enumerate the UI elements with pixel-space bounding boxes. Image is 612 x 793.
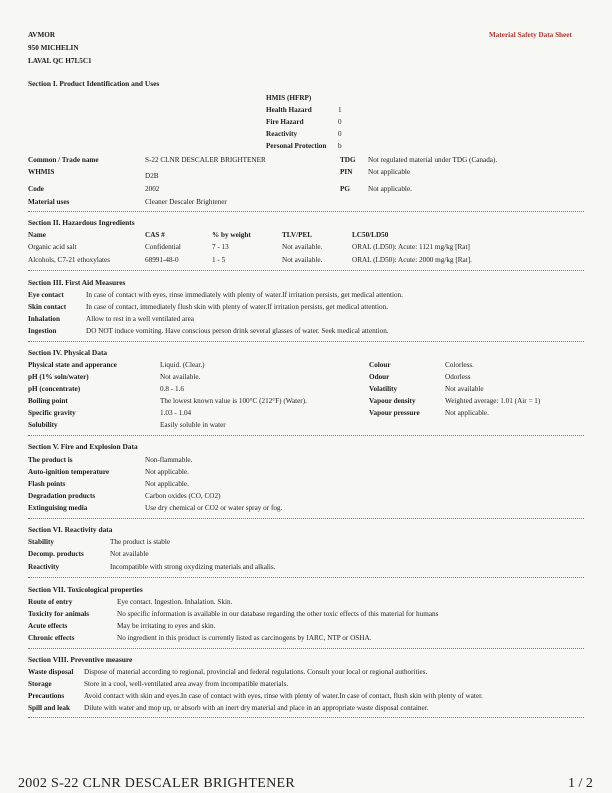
physical-label: Volatility — [369, 385, 398, 393]
first-aid-label: Skin contact — [28, 303, 67, 311]
first-aid-label: Ingestion — [28, 327, 57, 335]
fire-value: Carbon oxides (CO, CO2) — [145, 492, 221, 500]
company-address-line2: LAVAL QC H7L5C1 — [28, 57, 92, 65]
toxicology-label: Route of entry — [28, 598, 73, 606]
physical-value: 0.8 - 1.6 — [160, 385, 184, 393]
reactivity-label: Stability — [28, 538, 54, 546]
preventive-value: Dilute with water and mop up, or absorb with an inert dry material and place in an appropriate waste disposal container. — [84, 704, 429, 712]
field-label: WHMIS — [28, 168, 55, 176]
field-value: 2002 — [145, 185, 160, 193]
field-value: D2B — [145, 172, 159, 180]
preventive-label: Storage — [28, 680, 52, 688]
physical-label: Vapour density — [369, 397, 416, 405]
toxicology-label: Chronic effects — [28, 634, 75, 642]
toxicology-value: Eye contact. Ingestion. Inhalation. Skin. — [117, 598, 233, 606]
section-divider — [28, 270, 584, 271]
fire-label: The product is — [28, 456, 73, 464]
transport-value: Not applicable — [368, 168, 411, 176]
first-aid-value: In case of contact with eyes, rinse immediately with plenty of water.If irritation persists, get medical attention. — [86, 291, 403, 299]
physical-value: 1.03 - 1.04 — [160, 409, 192, 417]
physical-label: Specific gravity — [28, 409, 76, 417]
hmis-value: 1 — [338, 106, 342, 114]
ingredient-cell: Alcohols, C7-21 ethoxylates — [28, 256, 111, 264]
toxicology-label: Acute effects — [28, 622, 68, 630]
ingredients-header-tlv: TLV/PEL — [282, 231, 313, 239]
fire-label: Extinguising media — [28, 504, 88, 512]
field-label: Material uses — [28, 198, 70, 206]
reactivity-value: The product is stable — [110, 538, 171, 546]
page-number: 1 / 2 — [568, 776, 593, 791]
ingredient-cell: 68991-48-0 — [145, 256, 179, 264]
physical-label: pH (concentrate) — [28, 385, 81, 393]
transport-value: Not regulated material under TDG (Canada). — [368, 156, 498, 164]
field-value: Cleaner Descaler Brightener — [145, 198, 227, 206]
hmis-value: 0 — [338, 118, 342, 126]
toxicology-value: May be irritating to eyes and skin. — [117, 622, 216, 630]
preventive-label: Spill and leak — [28, 704, 70, 712]
hmis-value: 0 — [338, 130, 342, 138]
hmis-value: b — [338, 142, 342, 150]
physical-label: Colour — [369, 361, 391, 369]
section-4-title: Section IV. Physical Data — [28, 348, 108, 357]
fire-label: Degradation products — [28, 492, 96, 500]
section-5-title: Section V. Fire and Explosion Data — [28, 442, 138, 451]
section-3-title: Section III. First Aid Measures — [28, 278, 126, 287]
section-7-title: Section VII. Toxicological properties — [28, 585, 143, 594]
physical-value: Not available. — [160, 373, 201, 381]
ingredient-cell: Not available. — [282, 256, 323, 264]
toxicology-value: No specific information is available in our database regarding the other toxic effects of this material for humans — [117, 610, 439, 618]
physical-value: The lowest known value is 100°C (212°F) (Water). — [160, 397, 307, 405]
physical-value: Weighted average: 1.01 (Air = 1) — [445, 397, 541, 405]
preventive-value: Store in a cool, well-ventilated area away from incompatible materials. — [84, 680, 289, 688]
physical-label: pH (1% soln/water) — [28, 373, 89, 381]
physical-value: Easily soluble in water — [160, 421, 226, 429]
physical-label: Odour — [369, 373, 390, 381]
physical-label: Boiling point — [28, 397, 68, 405]
toxicology-value: No ingredient in this product is currently listed as carcinogens by IARC, NTP or OSHA. — [117, 634, 372, 642]
ingredient-cell: 7 - 13 — [212, 243, 229, 251]
section-divider — [28, 577, 584, 578]
physical-value: Liquid. (Clear.) — [160, 361, 205, 369]
first-aid-value: DO NOT induce vomiting. Have conscious person drink several glasses of water. Seek medical attention. — [86, 327, 389, 335]
ingredient-cell: 1 - 5 — [212, 256, 226, 264]
physical-value: Odorless — [445, 373, 471, 381]
hmis-label: Health Hazard — [266, 106, 312, 114]
ingredient-cell: Not available. — [282, 243, 323, 251]
ingredient-cell: ORAL (LD50): Acute: 1121 mg/kg [Rat] — [352, 243, 470, 251]
document-title: Material Safety Data Sheet — [489, 31, 572, 39]
ingredient-cell: ORAL (LD50): Acute: 2000 mg/kg [Rat]. — [352, 256, 472, 264]
section-divider — [28, 648, 584, 649]
footer-product-name: 2002 S-22 CLNR DESCALER BRIGHTENER — [18, 776, 295, 791]
ingredients-header-lc50: LC50/LD50 — [352, 231, 389, 239]
transport-label: PG — [340, 185, 350, 193]
fire-label: Auto-ignition temperature — [28, 468, 110, 476]
ingredients-header-cas: CAS # — [145, 231, 165, 239]
preventive-label: Waste disposal — [28, 668, 74, 676]
first-aid-label: Inhalation — [28, 315, 60, 323]
reactivity-value: Not available — [110, 550, 149, 558]
preventive-value: Dispose of material according to regional, provincial and federal regulations. Consult your local or regional authorities. — [84, 668, 428, 676]
physical-value: Not available — [445, 385, 484, 393]
ingredient-cell: Confidential — [145, 243, 181, 251]
first-aid-label: Eye contact — [28, 291, 64, 299]
reactivity-value: Incompatible with strong oxydizing materials and alkalis. — [110, 563, 276, 571]
transport-label: PIN — [340, 168, 353, 176]
physical-value: Colorless. — [445, 361, 474, 369]
field-value: S-22 CLNR DESCALER BRIGHTENER — [145, 156, 266, 164]
physical-value: Not applicable. — [445, 409, 489, 417]
physical-label: Physical state and apperance — [28, 361, 117, 369]
fire-label: Flash points — [28, 480, 66, 488]
section-1-title: Section I. Product Identification and Uses — [28, 79, 160, 88]
first-aid-value: Allow to rest in a well ventilated area — [86, 315, 194, 323]
section-6-title: Section VI. Reactivity data — [28, 525, 113, 534]
company-address-line1: 950 MICHELIN — [28, 44, 79, 52]
physical-label: Vapour pressure — [369, 409, 420, 417]
ingredients-header-name: Name — [28, 231, 46, 239]
section-divider — [28, 435, 584, 436]
fire-value: Not applicable. — [145, 468, 189, 476]
physical-label: Solubility — [28, 421, 58, 429]
section-8-title: Section VIII. Preventive measure — [28, 655, 133, 664]
section-2-title: Section II. Hazardous Ingredients — [28, 218, 135, 227]
section-divider — [28, 518, 584, 519]
first-aid-value: In case of contact, immediately flush skin with plenty of water.If irritation persists, get medical attention. — [86, 303, 388, 311]
field-label: Common / Trade name — [28, 156, 99, 164]
reactivity-label: Decomp. products — [28, 550, 84, 558]
section-divider — [28, 717, 584, 718]
company-name: AVMOR — [28, 31, 56, 39]
preventive-value: Avoid contact with skin and eyes.In case of contact with eyes, rinse with plenty of water.In case of contact, flush skin with plenty of water. — [84, 692, 483, 700]
transport-label: TDG — [340, 156, 356, 164]
ingredient-cell: Organic acid salt — [28, 243, 77, 251]
hmis-label: Reactivity — [266, 130, 298, 138]
fire-value: Non-flammable. — [145, 456, 193, 464]
preventive-label: Precautions — [28, 692, 65, 700]
ingredients-header-weight: % by weight — [212, 231, 251, 239]
fire-value: Use dry chemical or CO2 or water spray or fog. — [145, 504, 283, 512]
hmis-label: Personal Protection — [266, 142, 327, 150]
toxicology-label: Toxicity for animals — [28, 610, 90, 618]
hmis-title: HMIS (HFRP) — [266, 94, 312, 102]
hmis-label: Fire Hazard — [266, 118, 304, 126]
section-divider — [28, 341, 584, 342]
reactivity-label: Reactivity — [28, 563, 60, 571]
section-divider — [28, 211, 584, 212]
transport-value: Not applicable. — [368, 185, 412, 193]
fire-value: Not applicable. — [145, 480, 189, 488]
field-label: Code — [28, 185, 44, 193]
